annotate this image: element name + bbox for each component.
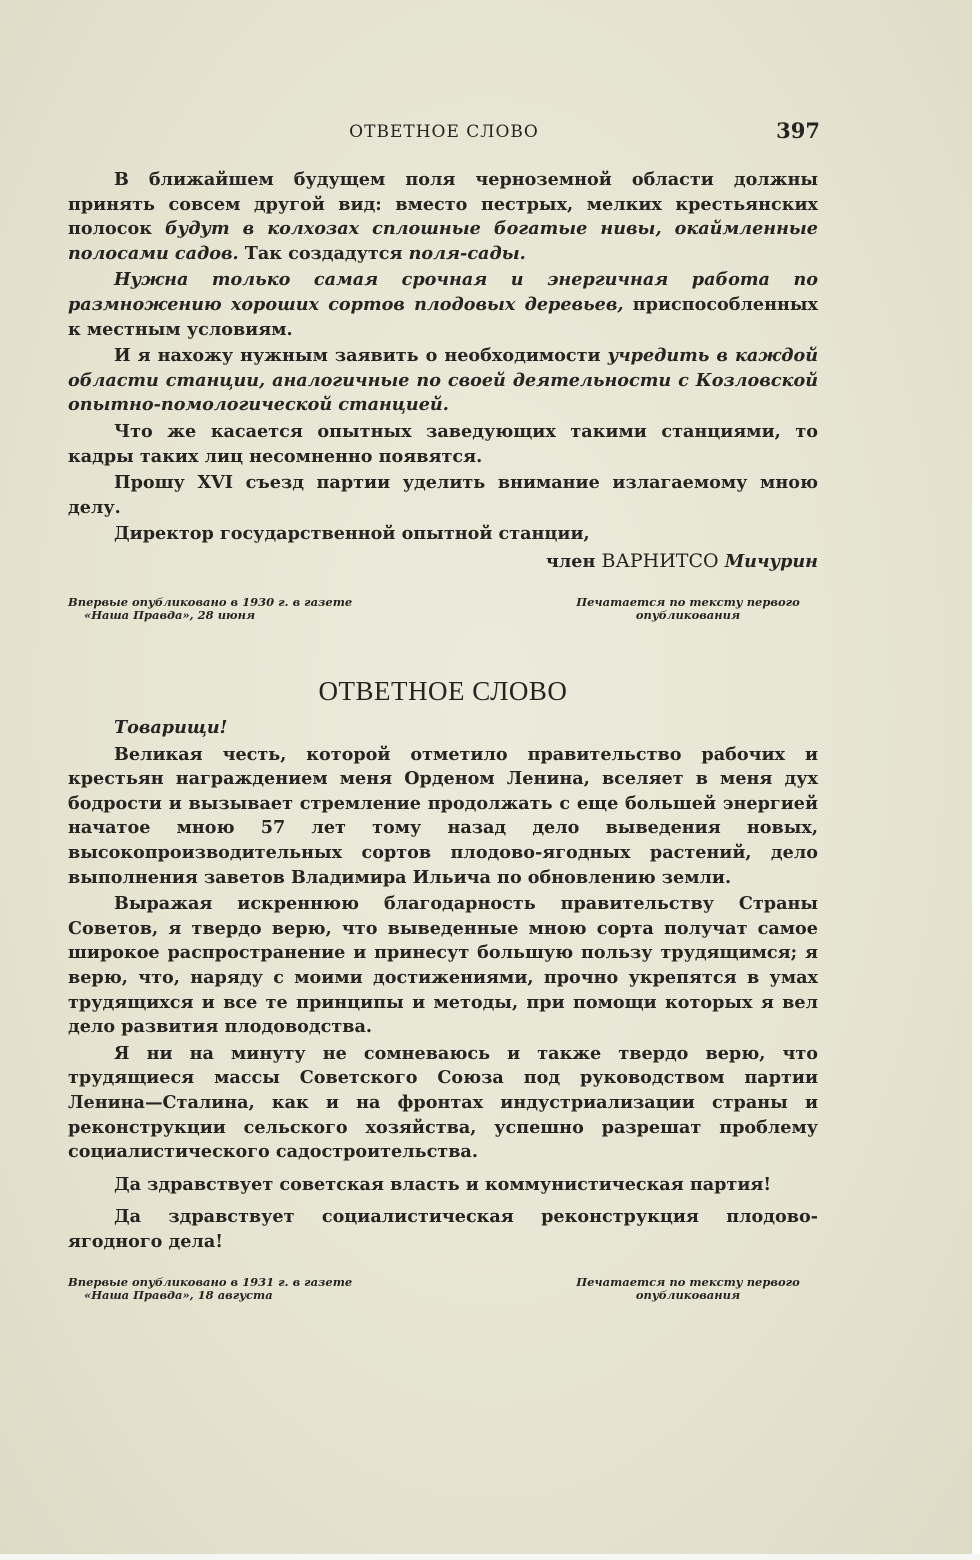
signature-prefix: член: [546, 550, 602, 572]
salutation: Товарищи!: [114, 717, 228, 738]
letter-paragraph-3: [68, 344, 818, 418]
section-title: ОТВЕТНОЕ СЛОВО: [318, 676, 568, 706]
publication-source-1-line-2: «Наша Правда», 28 июня: [84, 608, 256, 622]
print-source-1-line-1: Печатается по тексту первого: [576, 595, 800, 609]
print-source-2-line-1: Печатается по тексту первого: [576, 1275, 800, 1289]
letter-p3-emphasis-b: учредить в каждой области станции, аналогичные по своей деятельности с Козловской опытно-помологической станцией.: [68, 345, 818, 416]
signature-organization: ВАРНИТСО: [601, 549, 719, 572]
print-source-2: [558, 1276, 818, 1302]
letter-paragraph-2: [68, 268, 818, 342]
letter-paragraph-4: Что же касается опытных заведующих такими станциями, то кадры таких лиц несомненно появятся.: [68, 420, 818, 467]
letter-p1-emphasis-d: поля-сады.: [408, 242, 526, 264]
publication-note-2: [68, 1276, 818, 1306]
speech-text: [68, 716, 818, 1256]
speech-paragraph-5: Да здравствует социалистическая реконструкция плодово-ягодного дела!: [68, 1206, 818, 1252]
letter-p2-text-b: приспособленных к местным условиям.: [68, 293, 818, 340]
letter-paragraph-5: Прошу XVI съезд партии уделить внимание излагаемому мною делу.: [68, 472, 818, 518]
scan-edge-right: [972, 0, 980, 1560]
publication-source-1-line-1: Впервые опубликовано в 1930 г. в газете: [68, 595, 353, 609]
publication-source-2: [68, 1276, 388, 1302]
letter-text: [68, 168, 818, 577]
scan-edge-bottom: [0, 1554, 980, 1560]
speech-paragraph-1: Великая честь, которой отметило правительство рабочих и крестьян награждением меня Орденом Ленина, вселяет в меня дух бодрости и вызывает стремление продолжать с еще большей энергией начатое мною 57 лет тому назад дело выведения новых, высокопроизводительных сортов плодово-ягодных растений, дело выполнения заветов Владимира Ильича по обновлению земли.: [68, 743, 818, 888]
publication-source-2-line-1: Впервые опубликовано в 1931 г. в газете: [68, 1275, 353, 1289]
speech-paragraph-3: Я ни на минуту не сомневаюсь и также твердо верю, что трудящиеся массы Советского Союза под руководством партии Ленина—Сталина, как и на фронтах индустриализации страны и реконструкции сельского хозяйства, успешно разрешат проблему социалистического садостроительства.: [68, 1042, 818, 1163]
letter-p3-text-a: И я нахожу нужным заявить о необходимости: [114, 345, 608, 367]
signature-position: Директор государственной опытной станции,: [114, 523, 590, 545]
print-source-2-line-2: опубликования: [635, 1288, 741, 1302]
letter-p2-emphasis-a: Нужна только самая срочная и энергичная работа по размножению хороших сортов плодовых деревьев,: [68, 269, 818, 315]
speech-paragraph-2: Выражая искреннюю благодарность правительству Страны Советов, я твердо верю, что выведенные мною сорта получат самое широкое распространение и принесут большую пользу трудящимся; я верю, что, наряду с моими достижениями, прочно укрепятся в умах трудящихся и все те принципы и методы, при помощи которых я вел дело развития плодоводства.: [68, 893, 818, 1038]
speech-paragraph-4: Да здравствует советская власть и коммунистическая партия!: [114, 1173, 772, 1195]
running-head: [68, 118, 820, 146]
print-source-1-line-2: опубликования: [635, 608, 741, 622]
running-head-title: ОТВЕТНОЕ СЛОВО: [349, 122, 539, 142]
publication-source-1: [68, 596, 388, 622]
letter-p1-text-a: В ближайшем будущем поля черноземной области должны принять совсем другой вид: вместо пестрых, мелких крестьянских полосок: [68, 169, 818, 240]
signature-line: [68, 549, 818, 575]
letter-paragraph-1: [68, 168, 818, 266]
publication-note-1: [68, 596, 818, 626]
letter-p1-emphasis-b: будут в колхозах сплошные богатые нивы, окаймленные полосами садов.: [68, 218, 819, 264]
page-number: 397: [776, 118, 820, 143]
signature-name: Мичурин: [724, 550, 818, 572]
print-source-1: [558, 596, 818, 622]
letter-p1-text-c: Так создадутся: [238, 242, 409, 264]
publication-source-2-line-2: «Наша Правда», 18 августа: [84, 1288, 273, 1302]
